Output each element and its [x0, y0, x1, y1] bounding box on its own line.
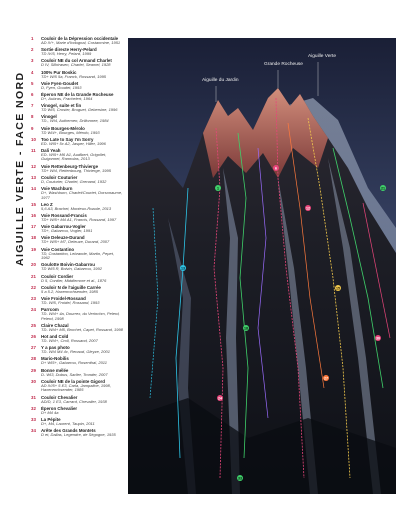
route-number: 4: [31, 69, 34, 75]
route-item: [31, 175, 123, 185]
route-details: TD+, Gabarrou, Vogler, 1991: [41, 228, 93, 234]
route-details: AD IV+, Marie d'Indugnal, Costanmine, 1951: [41, 40, 121, 45]
vertical-title: [14, 36, 28, 266]
route-number: 25: [31, 322, 36, 328]
route-details: D+ WI5+, Gabarrou, Rosenthal, 2011: [41, 360, 107, 366]
route-item: [31, 334, 123, 344]
route-details: TD WI5, Crosier, Bruguet, Gebersine, 1996: [41, 107, 118, 113]
route-name: Voie Rossand-Francis: [41, 213, 87, 218]
route-details: ED- WI5+ M6 A1, Audibert, Grigollet, Guigonnet, Rannolas, 2013: [41, 151, 107, 162]
route-details: TD+ WI5 5a, Franck, Rossand, 1995: [41, 73, 107, 79]
route-number: 32: [31, 405, 36, 411]
route-number: 1: [31, 36, 34, 41]
route-number: 9: [31, 125, 34, 131]
marker-13: 13: [181, 266, 185, 271]
route-item: [31, 235, 123, 245]
route-details: AD/D, 1 E3, Carrard, Chevalier, 1938: [41, 398, 107, 404]
route-item: [31, 428, 123, 438]
route-name: Sortie directe Herry-Pelard: [41, 47, 97, 53]
route-item: [31, 186, 123, 200]
marker-30: 30: [376, 336, 380, 341]
route-number: 6: [31, 91, 34, 97]
route-name: Claire Chazal: [41, 322, 69, 328]
mountain-photo: [128, 38, 396, 494]
route-name: Couloir N de l'aiguille Carrée: [41, 284, 101, 290]
route-item: [31, 126, 123, 136]
route-name: Voie Deleuze-Durand: [41, 235, 85, 241]
route-number: 15: [31, 201, 36, 207]
route-number: 30: [31, 378, 36, 384]
route-details: TD, Costantino, Lebrande, Martin, Pepet, 1962: [41, 250, 114, 261]
vertical-title-text: AIGUILLE VERTE - FACE NORD: [14, 71, 26, 266]
route-name: Dali Yeah: [41, 147, 61, 153]
route-name: Hot and Cold: [41, 334, 69, 340]
marker-15: 15: [336, 286, 340, 291]
route-item: [31, 58, 123, 68]
route-details: TD+ WI5+ M4 A1, Francis, Rossand, 1997: [41, 217, 117, 222]
route-details: D 5, Cordier, Middlemore et al., 1876: [41, 277, 107, 283]
marker-27: 27: [324, 376, 328, 381]
route-item: [31, 345, 123, 355]
route-item: [31, 285, 123, 295]
route-details: D- WI3, Dubus, Sarlier, Tronder, 2007: [41, 371, 108, 377]
route-name: Vinogel: [41, 114, 57, 120]
route-item: [31, 274, 123, 284]
route-number: 31: [31, 394, 36, 400]
route-item: [31, 262, 123, 272]
route-details: D+, Aubras, Frachelert, 1964: [41, 95, 93, 101]
route-details: TD- WI4 M4 4c, Renaud, Gleyze, 2001: [41, 349, 110, 355]
route-item: [31, 224, 123, 234]
route-details: D, Couturier, Charlet, Grenand, 1932: [41, 178, 107, 184]
route-details: ED- WI5+ 5c A2, Jasper, Hiller, 1996: [41, 140, 106, 146]
route-details: TD WI5 R, Boivin, Gabarrou, 1992: [41, 266, 102, 272]
route-number: 28: [31, 356, 36, 362]
route-list: [31, 36, 123, 484]
route-number: 14: [31, 186, 36, 192]
mountain-photo-svg: [128, 38, 396, 494]
route-name: Leo Z: [41, 201, 53, 207]
route-name: Couloir Couturier: [41, 174, 78, 180]
route-name: Couloir NE de la pointe Gigord: [41, 378, 105, 384]
route-item: [31, 114, 123, 124]
route-item: [31, 47, 123, 57]
route-number: 12: [31, 163, 36, 169]
route-item: [31, 81, 123, 91]
route-name: Mario-Nobilis: [41, 356, 69, 362]
route-number: 17: [31, 224, 36, 230]
route-details: D IV, Silhtrasen, Charlet, Seamel, 1928: [41, 62, 111, 68]
route-item: [31, 36, 123, 46]
route-name: Y a pas photo: [41, 345, 70, 351]
marker-21: 21: [381, 186, 385, 191]
marker-1: 1: [217, 186, 219, 191]
route-details: D et, Dallas, Legendre, de Ségogne, 1935: [41, 432, 116, 438]
summit-label-jardin: Aiguille du Jardin: [202, 78, 239, 83]
route-name: Voie Wachburn: [41, 186, 73, 192]
route-details: D+, M4, Laurent, Taupin, 2011: [41, 420, 95, 426]
route-details: TD- WI5, Froidel, Rossand, 1993: [41, 299, 100, 305]
route-details: TD WI4+, Bourges, Mérolo, 1993: [41, 129, 100, 135]
route-name: Voie Rettenbeurg-Thivierge: [41, 163, 99, 169]
route-name: Couloir Cordier: [41, 273, 74, 279]
route-item: [31, 323, 123, 333]
route-details: TD+ WI5+ M7, Deleuze, Durand, 2007: [41, 239, 110, 245]
marker-18: 18: [244, 326, 248, 331]
route-name: Bonne mélée: [41, 367, 69, 373]
route-name: Éperon Chevalier: [41, 405, 78, 411]
summit-label-rocheuse: Grande Rocheuse: [264, 62, 303, 67]
route-name: Vinogel, suite et fin: [41, 103, 82, 109]
route-number: 11: [31, 147, 36, 153]
route-number: 16: [31, 213, 36, 218]
route-name: Voie Costantino: [41, 246, 75, 252]
marker-24: 24: [218, 396, 222, 401]
route-item: [31, 379, 123, 393]
route-item: [31, 148, 123, 162]
marker-33: 33: [238, 476, 242, 481]
route-item: [31, 406, 123, 416]
route-name: Parrcom: [41, 307, 59, 313]
route-item: [31, 296, 123, 306]
route-number: 7: [31, 103, 34, 109]
marker-6: 6: [275, 166, 277, 171]
route-number: 23: [31, 295, 36, 301]
summit-label-verte: Aiguille Verte: [308, 54, 336, 59]
route-name: Goulotte Boivin-Gabarrou: [41, 262, 95, 268]
route-name: 100% Pur Boskic: [41, 69, 77, 75]
route-number: 27: [31, 345, 36, 351]
route-number: 18: [31, 235, 36, 241]
route-details: TD-, WI4, Authemen, Drillonnee, 1984: [41, 118, 109, 124]
route-number: 24: [31, 307, 36, 313]
route-number: 22: [31, 284, 36, 290]
route-number: 13: [31, 174, 36, 180]
route-name: Couloir Chevalier: [41, 394, 78, 400]
route-item: [31, 213, 123, 223]
route-item: [31, 164, 123, 174]
route-item: [31, 417, 123, 427]
route-name: La Pépite: [41, 416, 61, 422]
route-name: Arête des Grands Montets: [41, 428, 96, 434]
route-item: [31, 70, 123, 80]
route-item: [31, 103, 123, 113]
route-number: 26: [31, 334, 36, 340]
route-name: Voie Fyen-Goudet: [41, 80, 79, 86]
route-item: [31, 92, 123, 102]
route-number: 2: [31, 47, 34, 53]
route-details: TD- WI4+ 4a, Dourrex, du Verinchm, Pelerd, Pelerd, 1998: [41, 311, 120, 321]
route-number: 33: [31, 416, 36, 422]
route-item: [31, 247, 123, 261]
route-number: 34: [31, 428, 36, 434]
route-name: Voie Froidel-Rossand: [41, 295, 86, 301]
route-details: AD IV/5+ 5 E3, Carla, Jampaline, 1998, Haxenrochsender, 1985: [41, 382, 111, 393]
route-details: 5 a 5.2, Haxenrochsender, 1985: [41, 288, 98, 294]
route-item: [31, 202, 123, 212]
route-name: Voie Bourges-Mérolo: [41, 125, 85, 131]
route-details: TD- WI4+ M5, Brochet, Capet, Rossand, 1998: [41, 326, 123, 332]
route-name: Too Late to Say I'm Sorry: [41, 136, 94, 142]
route-name: Voie Gabarrou-Vogler: [41, 224, 86, 230]
route-name: Couloir de la Dépression occidentale: [41, 36, 119, 41]
route-number: 10: [31, 136, 36, 142]
route-number: 21: [31, 273, 36, 279]
route-details: TD- WI4+, Croll, Rossand, 2007: [41, 338, 98, 344]
route-item: [31, 137, 123, 147]
route-number: 5: [31, 80, 34, 86]
route-details: D, Fyen, Goudet, 1993: [41, 84, 82, 90]
route-number: 20: [31, 262, 36, 268]
route-number: 3: [31, 58, 34, 64]
route-number: 19: [31, 246, 36, 252]
route-details: TD+ WI4, Rettenbourg, Thivierge, 1995: [41, 167, 111, 173]
route-item: [31, 368, 123, 378]
route-name: Couloir NE du col Armand Charlet: [41, 58, 112, 64]
route-number: 29: [31, 367, 36, 373]
route-item: [31, 356, 123, 366]
route-details: D+, Washburn, Charlet/Courtet, Dorsonaume, 1977: [41, 190, 123, 200]
route-details: D+ M4 4a: [41, 409, 59, 415]
route-name: Éperon NE de la Grande Rocheuse: [41, 91, 114, 97]
route-number: 8: [31, 114, 34, 120]
route-item: [31, 307, 123, 321]
route-details: TD IV/5, Herry, Pelard, 1999: [41, 51, 92, 57]
marker-12: 12: [306, 206, 310, 211]
route-details: 5,6 A3, Brachet, Monteux-Roaule, 2013: [41, 205, 112, 211]
route-item: [31, 395, 123, 405]
